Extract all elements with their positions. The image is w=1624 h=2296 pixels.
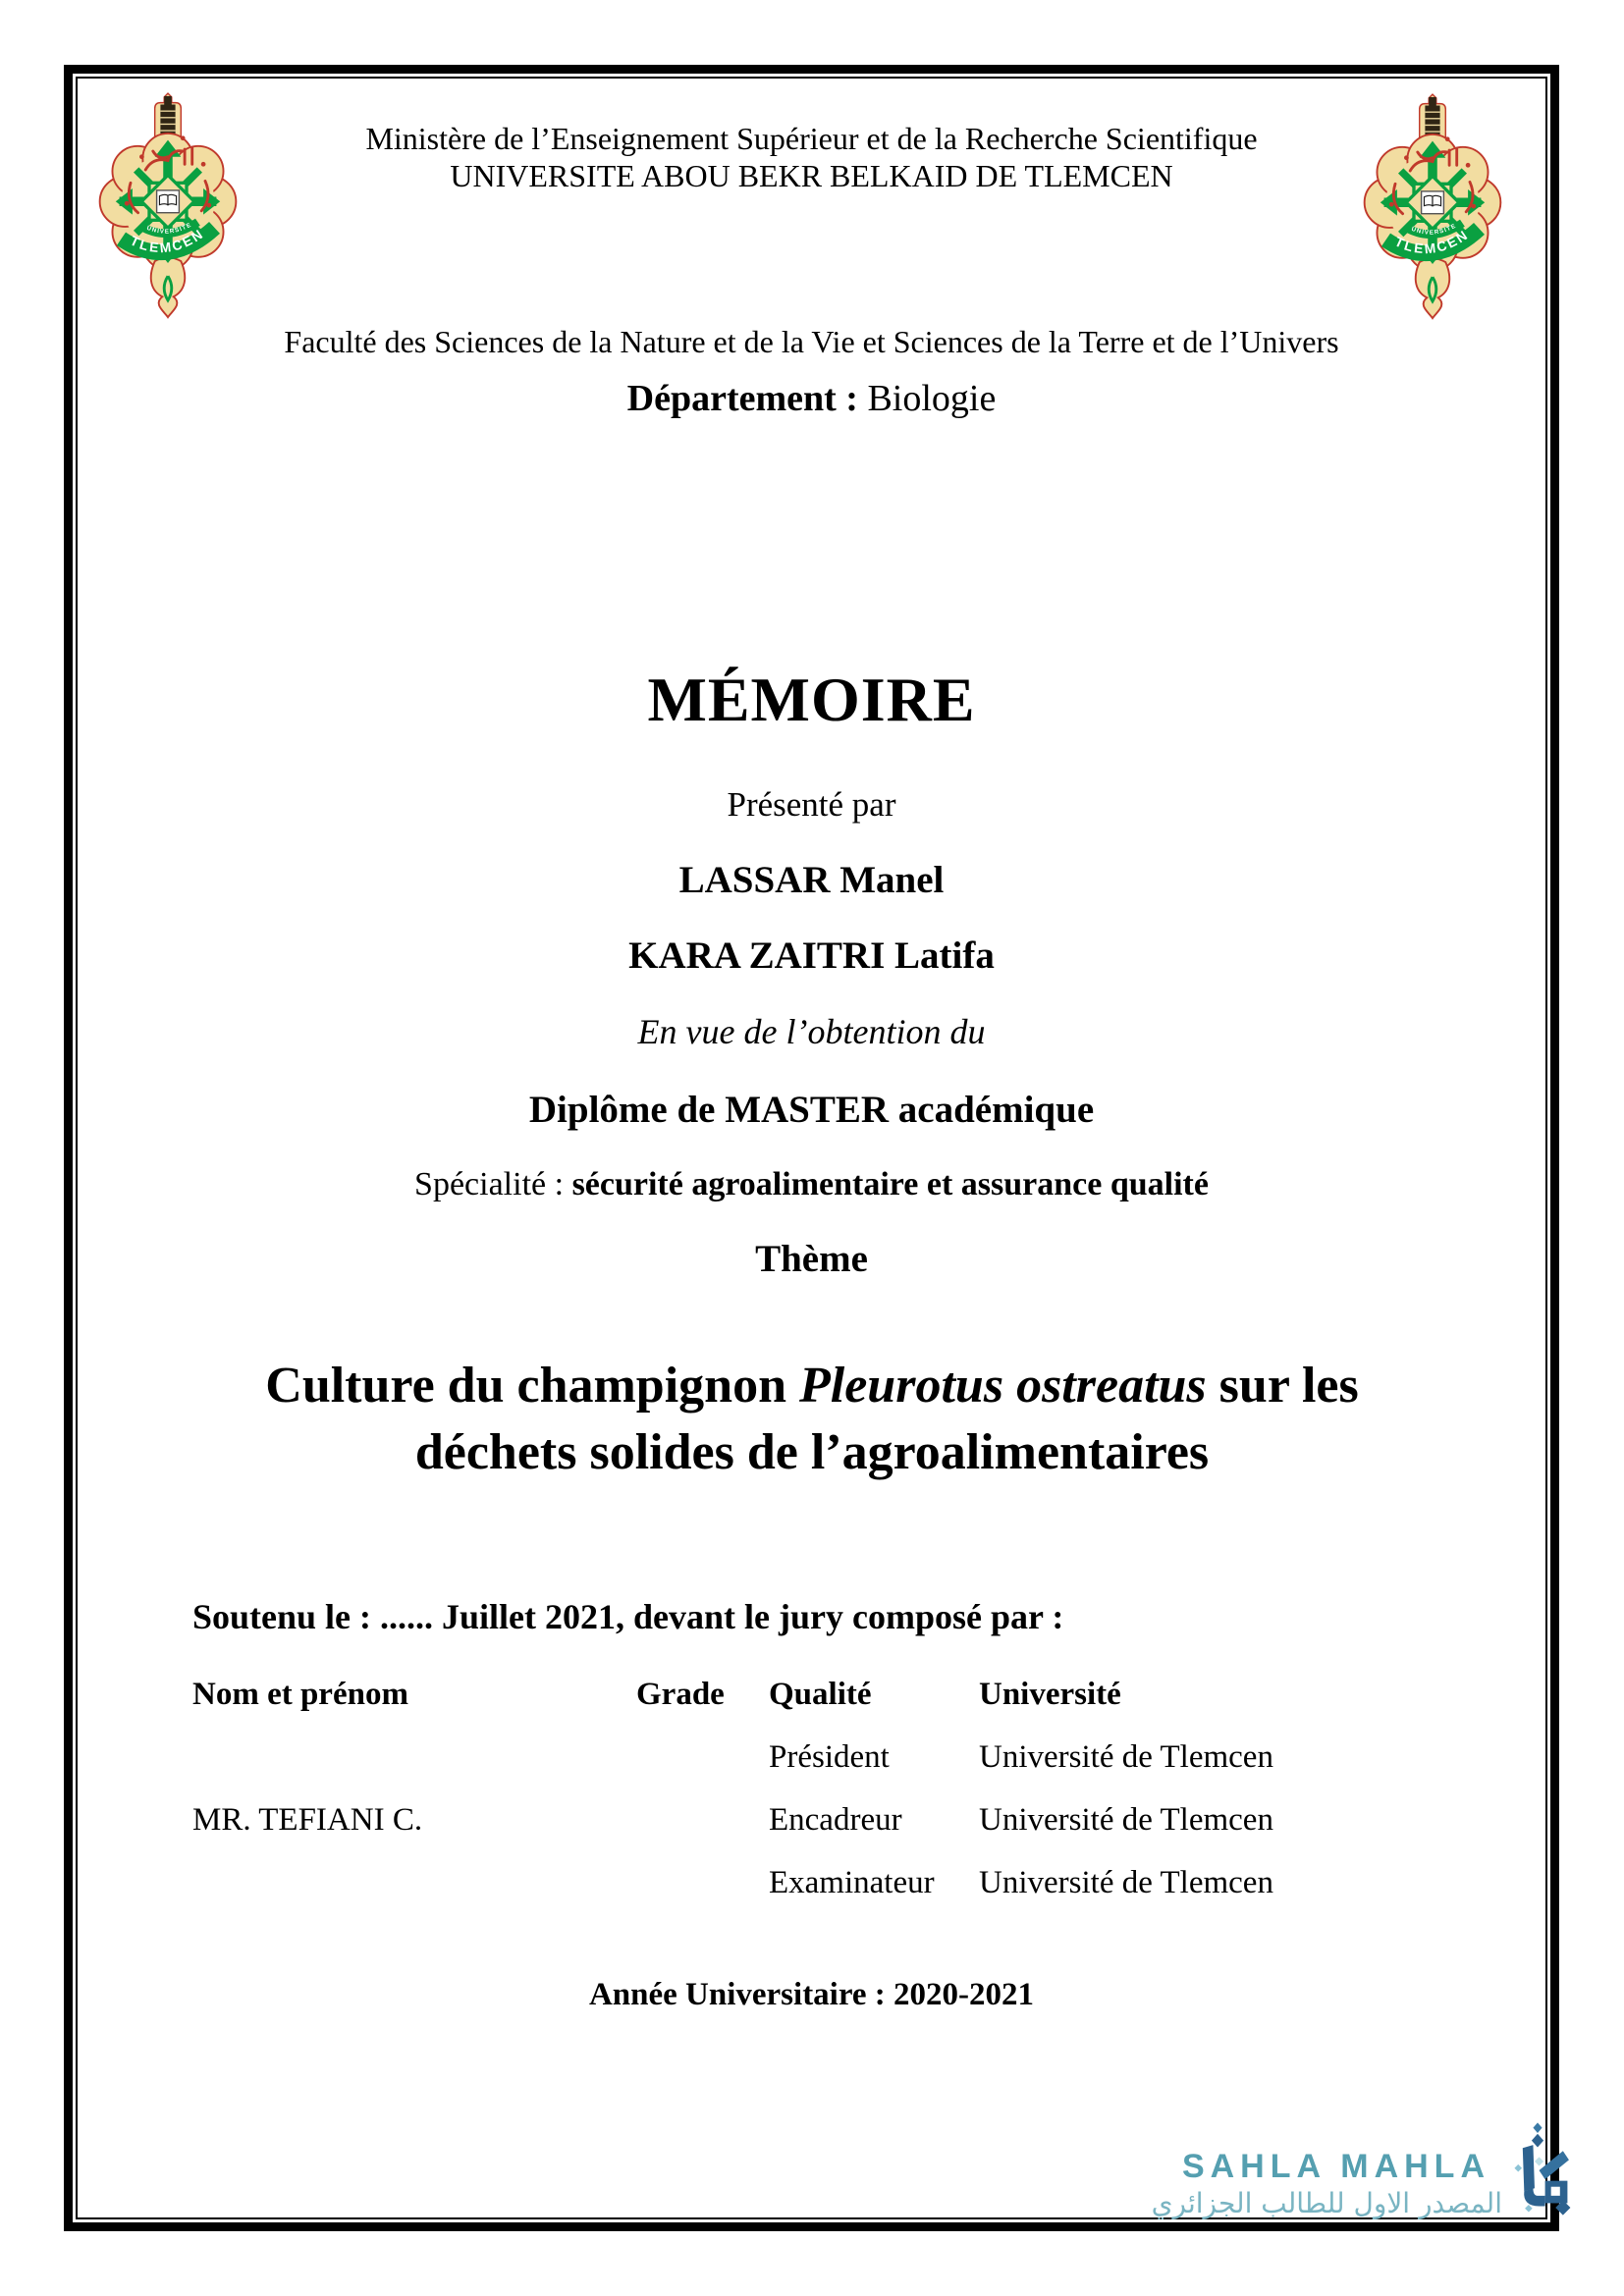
thesis-title-prefix: Culture du champignon: [265, 1358, 800, 1414]
author-name-2: KARA ZAITRI Latifa: [628, 934, 995, 977]
speciality-value: sécurité agroalimentaire et assurance qualité: [571, 1166, 1209, 1202]
speciality-label: Spécialité :: [414, 1166, 565, 1202]
jury-intro-line: Soutenu le : ...... Juillet 2021, devant le jury composé par :: [192, 1597, 1064, 1636]
thesis-title: [115, 1353, 1509, 1486]
jury-col-grade: Grade: [636, 1677, 725, 1712]
jury-cell-grade: [636, 1741, 769, 1774]
theme-heading: Thème: [755, 1238, 868, 1280]
jury-col-qualite: Qualité: [769, 1677, 872, 1712]
department-line: [64, 377, 1559, 420]
thesis-title-suffix: sur les: [1206, 1358, 1359, 1414]
jury-cell-name: [192, 1867, 636, 1899]
jury-cell-universite: Université de Tlemcen: [979, 1802, 1273, 1838]
faculty-line: Faculté des Sciences de la Nature et de la Vie et Sciences de la Terre et de l’Univers: [284, 324, 1339, 359]
university-name: UNIVERSITE ABOU BEKR BELKAID DE TLEMCEN: [450, 158, 1173, 193]
jury-cell-qualite: Examinateur: [769, 1865, 935, 1900]
watermark-brand-text: SAHLA MAHLA: [1181, 2148, 1490, 2185]
memoire-heading: MÉMOIRE: [647, 665, 976, 734]
department-value: Biologie: [867, 378, 997, 419]
jury-cell-grade: [636, 1804, 769, 1837]
sahla-mahla-logo-icon: [1500, 2116, 1575, 2224]
ministry-header: [64, 120, 1559, 194]
jury-cell-universite: Université de Tlemcen: [979, 1865, 1273, 1900]
jury-cell-grade: [636, 1867, 769, 1899]
purpose-line: En vue de l’obtention du: [637, 1012, 986, 1051]
jury-col-name: Nom et prénom: [192, 1677, 408, 1712]
thesis-title-line2: déchets solides de l’agroalimentaires: [414, 1424, 1210, 1480]
author-name-1: LASSAR Manel: [678, 859, 945, 901]
jury-col-universite: Université: [979, 1677, 1121, 1712]
department-label: Département :: [626, 378, 858, 419]
ministry-line1: Ministère de l’Enseignement Supérieur et de la Recherche Scientifique: [365, 121, 1258, 156]
diploma-line: Diplôme de MASTER académique: [528, 1089, 1095, 1131]
speciality-line: [64, 1166, 1559, 1203]
jury-cell-universite: Université de Tlemcen: [979, 1739, 1273, 1775]
watermark-arabic-tagline: المصدر الاول للطالب الجزائري: [1151, 2187, 1502, 2219]
jury-table: [192, 1679, 1469, 1899]
jury-cell-qualite: Président: [769, 1739, 890, 1775]
presented-by-line: Présenté par: [727, 785, 896, 824]
academic-year-line: Année Universitaire : 2020-2021: [588, 1977, 1035, 2012]
thesis-title-line1: [115, 1353, 1509, 1419]
thesis-title-species: Pleurotus ostreatus: [799, 1358, 1207, 1414]
jury-cell-name: MR. TEFIANI C.: [192, 1802, 423, 1838]
jury-cell-qualite: Encadreur: [769, 1802, 902, 1838]
jury-cell-name: [192, 1741, 636, 1774]
